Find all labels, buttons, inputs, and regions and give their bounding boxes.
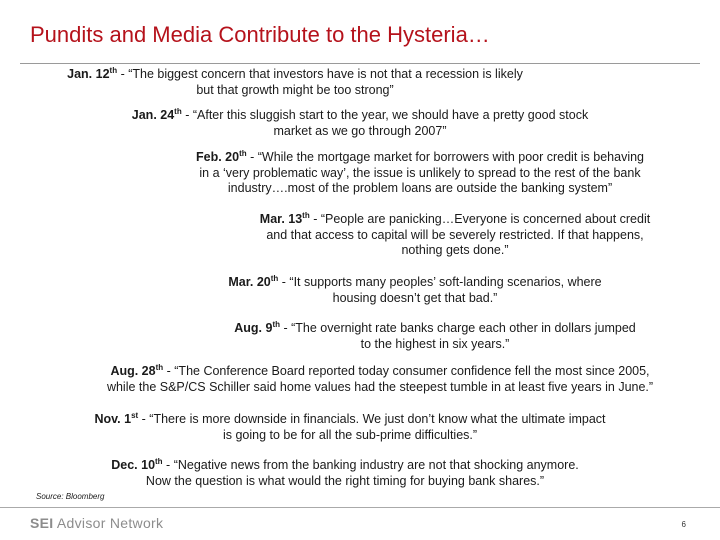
quote-aug-9 (185, 321, 685, 352)
date-suffix: th (302, 210, 310, 220)
separator: - (278, 275, 290, 289)
footer-divider (0, 507, 720, 508)
quote-text: in a ‘very problematic way’, the issue is unlikely to spread to the rest of the bank (199, 165, 641, 180)
quote-text: “Negative news from the banking industry are not that shocking anymore. (173, 458, 579, 472)
separator: - (117, 67, 129, 81)
quote-jan-12 (30, 67, 560, 98)
quote-text: while the S&P/CS Schiller said home values had the steepest tumble in at least five years in June.” (106, 379, 654, 394)
quote-text: “The overnight rate banks charge each other in dollars jumped (291, 321, 636, 335)
quote-text: is going to be for all the sub-prime difficulties.” (222, 427, 478, 442)
separator: - (181, 108, 193, 122)
separator: - (309, 212, 321, 226)
quote-text: nothing gets done.” (401, 243, 509, 257)
quote-text: “It supports many peoples’ soft-landing scenarios, where (289, 275, 602, 289)
logo-text: Advisor Network (53, 515, 164, 531)
quote-text: “The Conference Board reported today consumer confidence fell the most since 2005, (174, 364, 650, 378)
quote-text: but that growth might be too strong” (196, 82, 394, 97)
separator: - (162, 458, 174, 472)
quote-text: “While the mortgage market for borrowers with poor credit is behaving (257, 150, 645, 164)
date-suffix: th (239, 148, 247, 158)
quote-mar-20 (185, 275, 645, 306)
page-number: 6 (681, 520, 686, 529)
quote-text: industry….most of the problem loans are outside the banking system” (227, 181, 613, 195)
quote-text: to the highest in six years.” (360, 336, 510, 351)
quote-feb-20 (160, 150, 680, 197)
date-suffix: th (155, 456, 163, 466)
quote-text: “There is more downside in financials. We just don’t know what the ultimate impact (149, 412, 606, 426)
quote-date: Feb. 20 (195, 150, 240, 164)
quote-text: housing doesn’t get that bad.” (332, 290, 498, 305)
quote-text: “People are panicking…Everyone is concerned about credit (320, 212, 651, 226)
quote-date: Dec. 10 (111, 458, 156, 472)
date-suffix: st (131, 410, 139, 420)
date-suffix: th (174, 106, 182, 116)
quote-date: Jan. 24 (131, 108, 175, 122)
date-suffix: th (272, 319, 280, 329)
quote-date: Jan. 12 (67, 67, 110, 81)
separator: - (163, 364, 175, 378)
quote-text: market as we go through 2007” (273, 123, 447, 138)
quote-mar-13 (225, 212, 685, 259)
quote-text: Now the question is what would the right timing for buying bank shares.” (145, 473, 545, 488)
source-note: Source: Bloomberg (36, 492, 105, 501)
quote-dec-10 (55, 458, 635, 489)
title-divider (20, 63, 700, 64)
separator: - (138, 412, 150, 426)
date-suffix: th (109, 65, 118, 75)
quote-date: Aug. 9 (234, 321, 273, 335)
quote-jan-24 (95, 108, 625, 139)
date-suffix: th (270, 273, 279, 283)
quote-nov-1 (60, 412, 640, 443)
quote-aug-28 (40, 364, 720, 395)
sei-logo (30, 515, 163, 531)
quote-date: Nov. 1 (94, 412, 132, 426)
slide-title: Pundits and Media Contribute to the Hysteria… (30, 22, 490, 47)
separator: - (280, 321, 292, 335)
quote-date: Mar. 13 (259, 212, 303, 226)
logo-brand: SEI (30, 515, 54, 531)
quote-text: “The biggest concern that investors have is not that a recession is likely (128, 67, 523, 81)
date-suffix: th (155, 362, 164, 372)
quote-date: Aug. 28 (110, 364, 156, 378)
quote-text: “After this sluggish start to the year, we should have a pretty good stock (192, 108, 589, 122)
quote-date: Mar. 20 (228, 275, 271, 289)
quote-text: and that access to capital will be severely restricted. If that happens, (266, 227, 644, 242)
separator: - (246, 150, 258, 164)
